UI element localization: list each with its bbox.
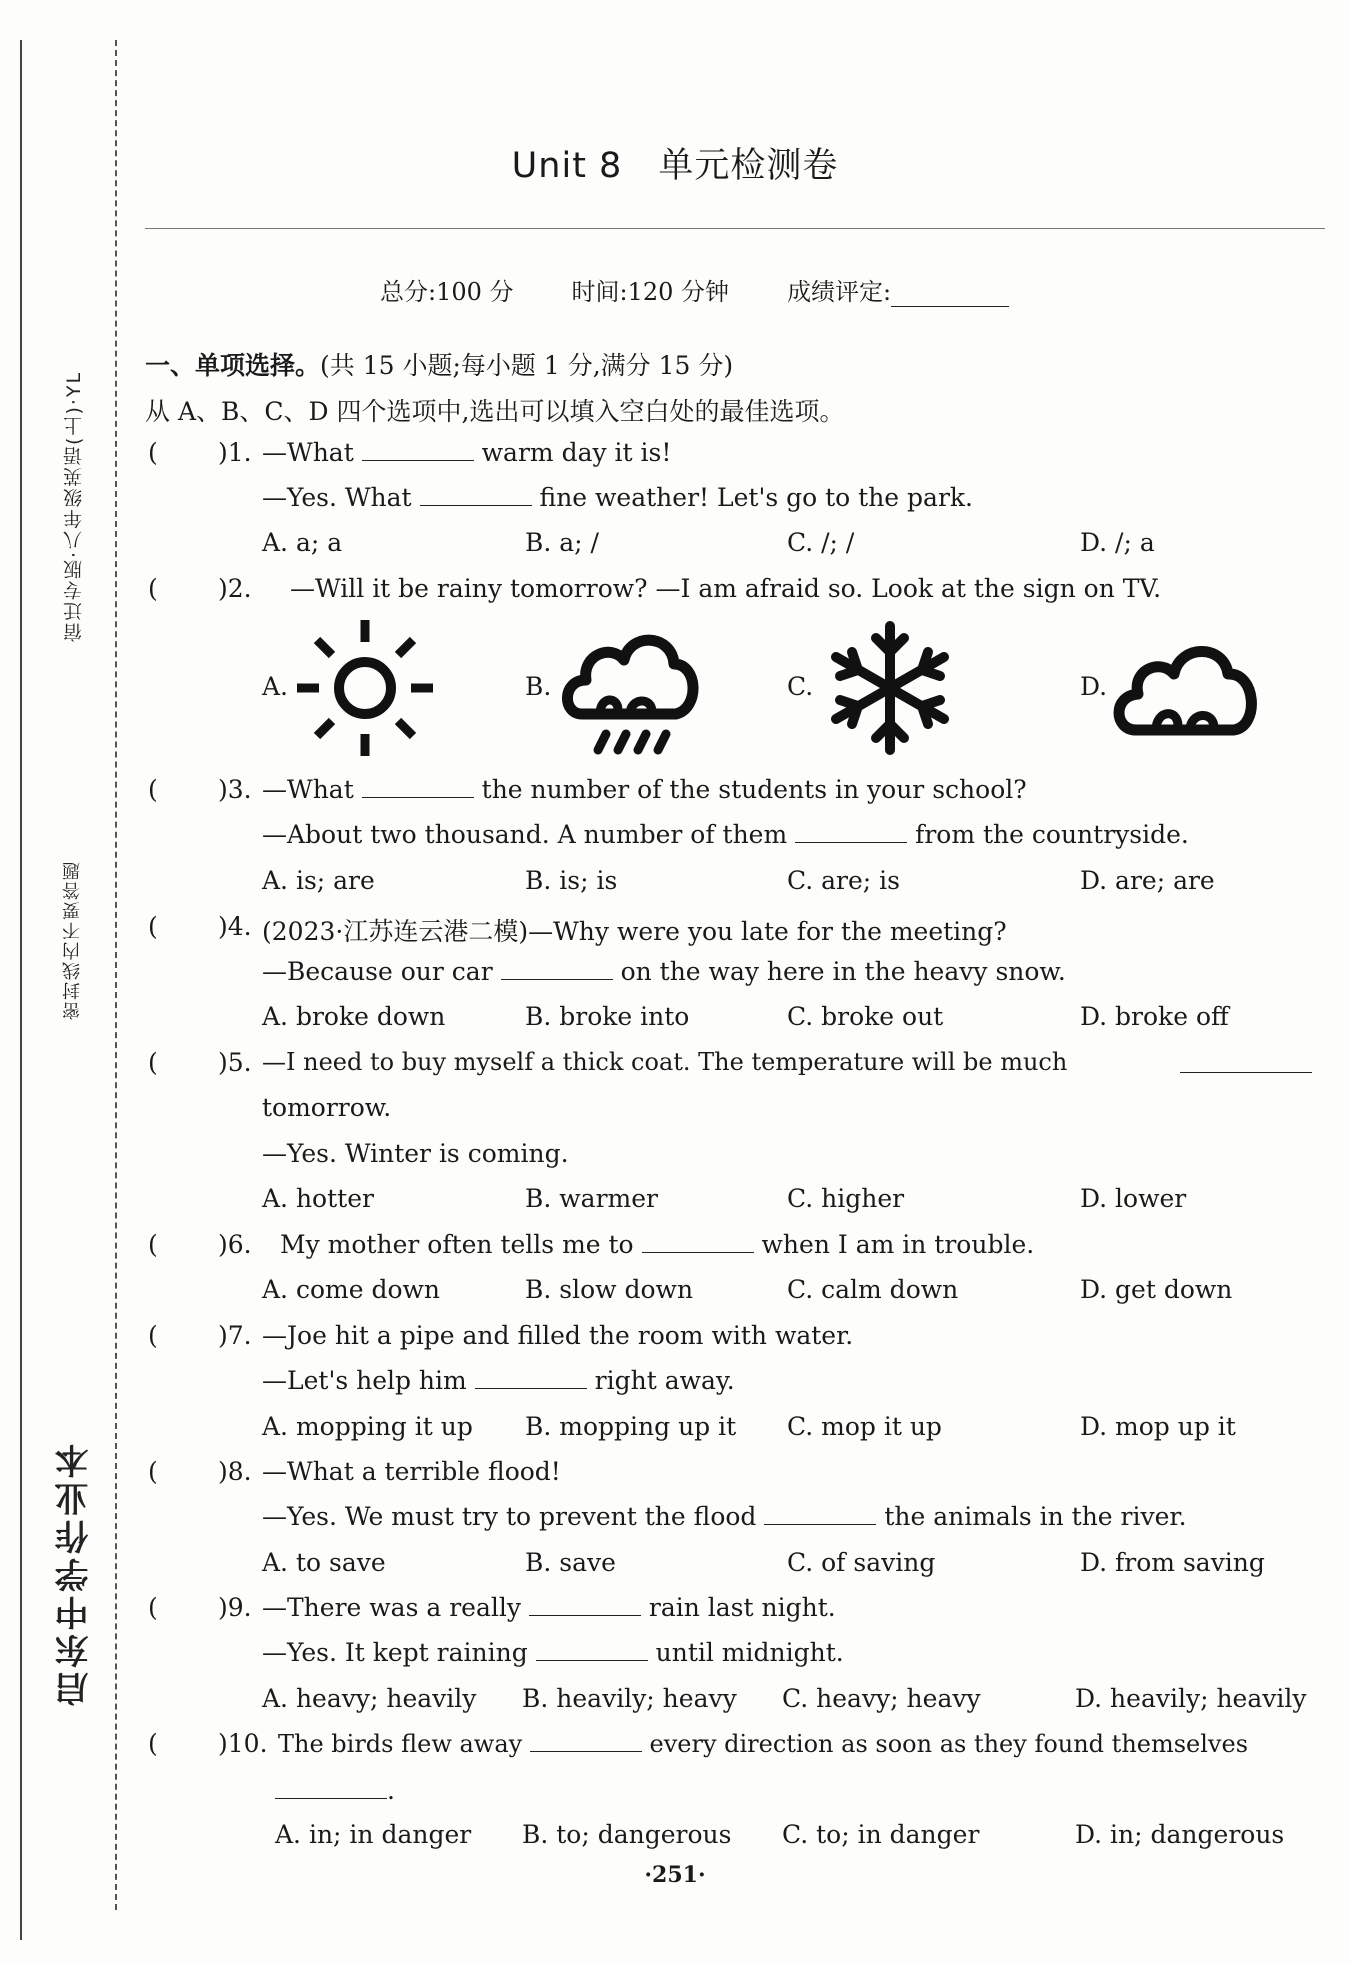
text: —What xyxy=(262,438,354,467)
text: —Let's help him xyxy=(262,1366,467,1395)
answer-blank[interactable] xyxy=(795,820,907,843)
option-a[interactable]: A. is; are xyxy=(262,866,375,895)
answer-blank[interactable] xyxy=(529,1593,641,1616)
answer-paren[interactable]: ( xyxy=(148,1729,158,1758)
question-line: —Will it be rainy tomorrow? —I am afraid so. Look at the sign on TV. xyxy=(290,574,1162,603)
option-d[interactable]: D. xyxy=(1080,672,1108,701)
option-c[interactable]: C. higher xyxy=(787,1184,905,1213)
question-number: )5. xyxy=(218,1048,252,1077)
option-b[interactable]: B. to; dangerous xyxy=(522,1820,732,1849)
answer-blank[interactable] xyxy=(362,438,474,461)
page-number: ·251· xyxy=(644,1862,706,1888)
question-line xyxy=(262,438,671,467)
option-a[interactable]: A. hotter xyxy=(262,1184,374,1213)
text: —There was a really xyxy=(262,1593,521,1622)
option-a[interactable]: A. come down xyxy=(262,1275,441,1304)
question-line xyxy=(262,957,1066,986)
text: rain last night. xyxy=(648,1593,836,1622)
text: until midnight. xyxy=(655,1638,844,1667)
answer-paren[interactable]: ( xyxy=(148,574,158,603)
rain-cloud-icon xyxy=(560,618,700,758)
option-d[interactable]: D. in; dangerous xyxy=(1075,1820,1285,1849)
question-line: —I need to buy myself a thick coat. The temperature will be much xyxy=(262,1048,1068,1076)
grade-blank[interactable] xyxy=(891,282,1009,307)
section-note: (共 15 小题;每小题 1 分,满分 15 分) xyxy=(320,351,734,380)
question-line xyxy=(262,1366,735,1395)
option-c[interactable]: C. broke out xyxy=(787,1002,944,1031)
book-name: 启东中学作业本 xyxy=(55,1440,95,1706)
seal-dashed-line xyxy=(115,40,117,1910)
question-number: )3. xyxy=(218,775,252,804)
option-b[interactable]: B. xyxy=(525,672,552,701)
option-a[interactable]: A. mopping it up xyxy=(262,1412,473,1441)
option-a[interactable]: A. to save xyxy=(262,1548,386,1577)
question-number: )9. xyxy=(218,1593,252,1622)
question-number: )7. xyxy=(218,1321,252,1350)
answer-blank[interactable] xyxy=(642,1230,754,1253)
option-d[interactable]: D. are; are xyxy=(1080,866,1215,895)
answer-blank[interactable] xyxy=(530,1729,642,1752)
text: on the way here in the heavy snow. xyxy=(620,957,1066,986)
question-line xyxy=(280,1230,1034,1259)
cloud-icon xyxy=(1112,630,1262,750)
option-d[interactable]: D. mop up it xyxy=(1080,1412,1236,1441)
question-line: —Yes. Winter is coming. xyxy=(262,1139,569,1168)
answer-paren[interactable]: ( xyxy=(148,775,158,804)
answer-blank[interactable] xyxy=(536,1638,648,1661)
total-score: 总分:100 分 xyxy=(380,278,514,306)
grade-field xyxy=(787,272,1009,307)
option-b[interactable]: B. heavily; heavy xyxy=(522,1684,737,1713)
option-b[interactable]: B. slow down xyxy=(525,1275,694,1304)
section-title: 一、单项选择。 xyxy=(145,351,321,380)
text: from the countryside. xyxy=(915,820,1189,849)
question-number: )1. xyxy=(218,438,252,467)
text: when I am in trouble. xyxy=(761,1230,1035,1259)
answer-blank[interactable] xyxy=(275,1776,387,1799)
answer-paren[interactable]: ( xyxy=(148,1321,158,1350)
score-info xyxy=(380,272,1009,307)
option-c[interactable]: C. of saving xyxy=(787,1548,936,1577)
sun-icon xyxy=(290,618,440,758)
option-b[interactable]: B. mopping up it xyxy=(525,1412,737,1441)
question-line xyxy=(262,1638,844,1667)
text: —Yes. It kept raining xyxy=(262,1638,528,1667)
question-line: (2023·江苏连云港二模)—Why were you late for the meeting? xyxy=(262,917,1007,946)
answer-blank[interactable] xyxy=(764,1502,876,1525)
section-instruction: 从 A、B、C、D 四个选项中,选出可以填入空白处的最佳选项。 xyxy=(145,397,845,426)
option-a[interactable]: A. broke down xyxy=(262,1002,446,1031)
text: —What xyxy=(262,775,354,804)
question-line xyxy=(275,1776,395,1805)
option-a[interactable]: A. xyxy=(262,672,289,701)
answer-paren[interactable]: ( xyxy=(148,912,158,941)
question-line xyxy=(262,483,973,512)
option-b[interactable]: B. warmer xyxy=(525,1184,658,1213)
time-limit: 时间:120 分钟 xyxy=(571,278,730,306)
question-number: )8. xyxy=(218,1457,252,1486)
seal-warning: 密封线内不要答题 xyxy=(62,860,83,1020)
answer-blank[interactable] xyxy=(1180,1050,1312,1073)
option-c[interactable]: C. mop it up xyxy=(787,1412,942,1441)
title-divider xyxy=(145,228,1325,229)
text: . xyxy=(387,1776,395,1805)
question-number: )10. xyxy=(218,1729,268,1758)
answer-paren[interactable]: ( xyxy=(148,1230,158,1259)
option-d[interactable]: D. /; a xyxy=(1080,528,1155,557)
question-line: —Joe hit a pipe and filled the room with water. xyxy=(262,1321,854,1350)
answer-blank[interactable] xyxy=(420,483,532,506)
answer-paren[interactable]: ( xyxy=(148,1048,158,1077)
option-d[interactable]: D. lower xyxy=(1080,1184,1187,1213)
option-b[interactable]: B. broke into xyxy=(525,1002,690,1031)
text: My mother often tells me to xyxy=(280,1230,634,1259)
option-c[interactable]: C. heavy; heavy xyxy=(782,1684,981,1713)
question-number: )6. xyxy=(218,1230,252,1259)
option-c[interactable]: C. xyxy=(787,672,814,701)
text: fine weather! Let's go to the park. xyxy=(539,483,973,512)
answer-blank[interactable] xyxy=(475,1366,587,1389)
page-title: Unit 8 单元检测卷 xyxy=(511,146,839,186)
text: —Yes. We must try to prevent the flood xyxy=(262,1502,757,1531)
option-d[interactable]: D. heavily; heavily xyxy=(1075,1684,1307,1713)
answer-paren[interactable]: ( xyxy=(148,438,158,467)
grade-label: 成绩评定: xyxy=(787,278,892,306)
option-d[interactable]: D. broke off xyxy=(1080,1002,1229,1031)
option-a[interactable]: A. in; in danger xyxy=(275,1820,472,1849)
section-heading xyxy=(145,346,733,382)
question-line xyxy=(262,1593,836,1622)
question-line xyxy=(278,1729,1248,1758)
option-c[interactable]: C. /; / xyxy=(787,528,855,557)
text: right away. xyxy=(594,1366,735,1395)
text: The birds flew away xyxy=(278,1730,523,1758)
answer-blank[interactable] xyxy=(501,957,613,980)
text: —Yes. What xyxy=(262,483,412,512)
snowflake-icon xyxy=(820,618,960,758)
text: the number of the students in your school? xyxy=(481,775,1027,804)
edition-label: 宿迁专版·八年级英语(上)·YL xyxy=(63,370,85,642)
answer-paren[interactable]: ( xyxy=(148,1593,158,1622)
question-line: tomorrow. xyxy=(262,1093,392,1122)
question-line: —What a terrible flood! xyxy=(262,1457,561,1486)
question-line xyxy=(262,1502,1187,1531)
option-c[interactable]: C. calm down xyxy=(787,1275,959,1304)
option-b[interactable]: B. save xyxy=(525,1548,616,1577)
option-b[interactable]: B. is; is xyxy=(525,866,618,895)
question-number: )2. xyxy=(218,574,252,603)
option-a[interactable]: A. heavy; heavily xyxy=(262,1684,477,1713)
question-number: )4. xyxy=(218,912,252,941)
option-a[interactable]: A. a; a xyxy=(262,528,343,557)
option-d[interactable]: D. get down xyxy=(1080,1275,1233,1304)
option-b[interactable]: B. a; / xyxy=(525,528,599,557)
text: —About two thousand. A number of them xyxy=(262,820,788,849)
answer-paren[interactable]: ( xyxy=(148,1457,158,1486)
question-line xyxy=(262,775,1027,804)
answer-blank[interactable] xyxy=(362,775,474,798)
text: every direction as soon as they found themselves xyxy=(649,1730,1249,1758)
option-c[interactable]: C. to; in danger xyxy=(782,1820,980,1849)
binding-line xyxy=(20,40,22,1940)
option-c[interactable]: C. are; is xyxy=(787,866,900,895)
option-d[interactable]: D. from saving xyxy=(1080,1548,1265,1577)
text: —Because our car xyxy=(262,957,493,986)
text: the animals in the river. xyxy=(884,1502,1187,1531)
text: warm day it is! xyxy=(481,438,672,467)
question-line xyxy=(262,820,1189,849)
